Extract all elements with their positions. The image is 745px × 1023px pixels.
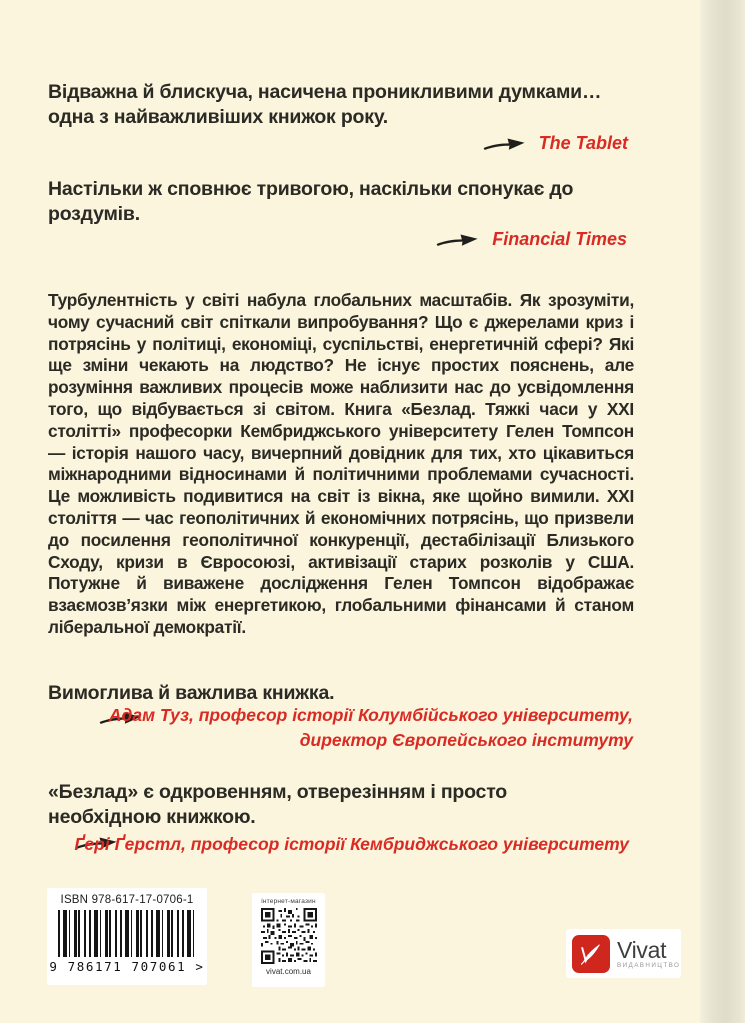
book-description: Турбулентність у світі набула глобальних масштабів. Як зрозуміти, чому сучасний світ спіткали випробування? Що є джерелами криз і потрясінь у політиці, економіці, суспільстві, енергетичній сфері? Які ще зміни чекають на людство? Не існує простих пояснень, але розуміння важливих процесів може наблизити нас до усвідомлення того, що відбувається зі світом. Книга «Безлад. Тяжкі часи у XXI столітті» професорки Кембриджського університету Гелен Томпсон — історія нашого часу, вичерпний довідник для тих, хто цікавиться міжнародними відносинами й політичними проблемами сучасності. Це можливість подивитися на світ із вікна, яке щойно вимили. XXI століття — час геополітичних й економічних потрясінь, що призвели до посилення геополітичної конкуренції, дестабілізації Близького Сходу, кризи в Євросоюзі, активізації старих розколів у США. Потужне й виважене дослідження Гелен Томпсон відображає взаємозв’язки між енергетикою, глобальними фінансами й станом ліберальної демократії.	[48, 290, 634, 637]
attribution-tooze	[109, 703, 633, 752]
attribution-source: Financial Times	[492, 229, 627, 249]
attribution-source-line2: директор Європейського інституту	[299, 729, 633, 750]
barcode	[58, 910, 196, 957]
publisher-logo	[566, 929, 681, 978]
publisher-name: Vivat	[617, 937, 667, 963]
review-quote-tooze: Вимоглива й важлива книжка.	[48, 682, 335, 704]
review-quote-tablet: Відважна й блискуча, насичена проникливими думками… одна з найважливіших книжок року.	[48, 81, 602, 128]
isbn-block	[47, 888, 207, 985]
attribution-tablet	[482, 133, 628, 154]
attribution-ft	[435, 229, 627, 250]
cover-edge-shade	[700, 0, 745, 1023]
publisher-wordmark	[617, 938, 680, 969]
attribution-source-line1: Адам Туз, професор історії Колумбійського університету,	[108, 705, 633, 725]
attribution-gerstle	[74, 834, 629, 855]
qr-block	[252, 893, 325, 987]
qr-caption-top: інтернет-магазин	[261, 898, 316, 905]
qr-caption-url: vivat.com.ua	[266, 967, 311, 976]
arrow-right-icon	[435, 230, 479, 249]
vivat-feather-icon	[572, 935, 610, 973]
review-quote-gerstle: «Безлад» є одкровенням, отверезінням і просто необхідною книжкою.	[48, 781, 508, 828]
barcode-digits: 9 786171 707061 >	[49, 959, 205, 974]
review-quote-ft: Настільки ж сповнює тривогою, наскільки спонукає до роздумів.	[48, 178, 574, 225]
attribution-source: Ґері Ґерстл, професор історії Кембриджського університету	[74, 834, 629, 854]
attribution-source: The Tablet	[538, 133, 628, 153]
arrow-right-icon	[482, 134, 526, 153]
isbn-number: ISBN 978-617-17-0706-1	[60, 894, 194, 906]
publisher-subtitle: ВИДАВНИЦТВО	[617, 962, 681, 969]
qr-code-icon	[261, 908, 317, 964]
